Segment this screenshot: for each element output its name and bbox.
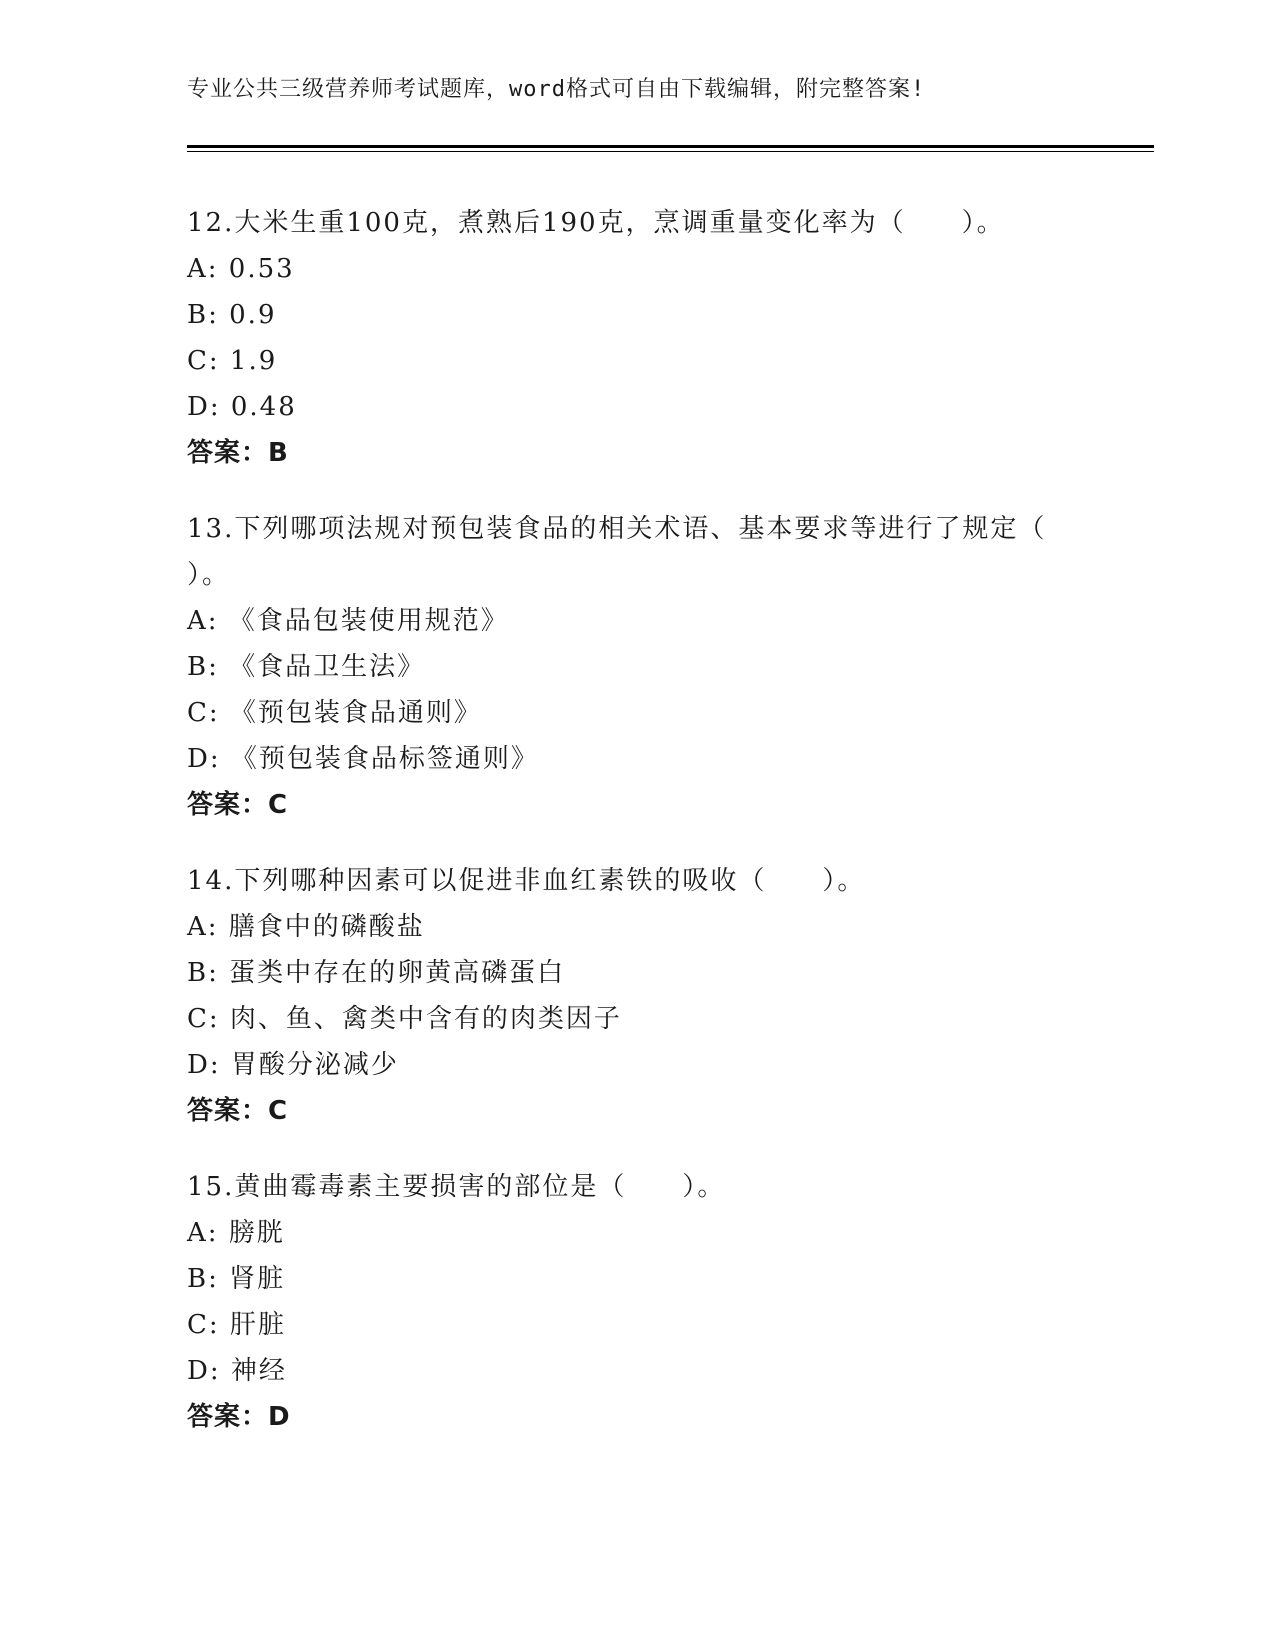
- option-d: D: 0.48: [187, 392, 297, 422]
- question-14: [187, 858, 1087, 1134]
- answer-label: 答案：D: [187, 1402, 291, 1432]
- option-d: D: 胃酸分泌减少: [187, 1050, 399, 1080]
- option-a: A: 0.53: [187, 254, 295, 284]
- answer-label: 答案：C: [187, 1096, 289, 1126]
- option-c: C: 1.9: [187, 346, 278, 376]
- question-stem-continuation: ）。: [187, 560, 231, 590]
- option-b: B: 肾脏: [187, 1264, 286, 1294]
- header-rule-thick: [187, 145, 1154, 148]
- question-13: [187, 506, 1087, 828]
- answer-label: 答案：B: [187, 438, 289, 468]
- option-a: A: 《食品包装使用规范》: [187, 606, 509, 636]
- option-b: B: 《食品卫生法》: [187, 652, 426, 682]
- option-a: A: 膳食中的磷酸盐: [187, 912, 425, 942]
- option-d: D: 神经: [187, 1356, 287, 1386]
- answer-label: 答案：C: [187, 790, 289, 820]
- question-15: [187, 1164, 1087, 1440]
- option-b: B: 蛋类中存在的卵黄高磷蛋白: [187, 958, 566, 988]
- option-a: A: 膀胱: [187, 1218, 285, 1248]
- question-list: [187, 200, 1087, 1470]
- option-d: D: 《预包装食品标签通则》: [187, 744, 539, 774]
- question-stem: 13.下列哪项法规对预包装食品的相关术语、基本要求等进行了规定（: [187, 514, 1047, 544]
- option-c: C: 肝脏: [187, 1310, 286, 1340]
- question-12: [187, 200, 1087, 476]
- question-stem: 12.大米生重100克，煮熟后190克，烹调重量变化率为（ ）。: [187, 208, 1005, 238]
- option-b: B: 0.9: [187, 300, 277, 330]
- option-c: C: 肉、鱼、禽类中含有的肉类因子: [187, 1004, 622, 1034]
- option-c: C: 《预包装食品通则》: [187, 698, 482, 728]
- question-stem: 14.下列哪种因素可以促进非血红素铁的吸收（ ）。: [187, 866, 866, 896]
- document-header: 专业公共三级营养师考试题库，word格式可自由下载编辑，附完整答案!: [187, 77, 926, 102]
- header-rule-thin: [187, 151, 1154, 152]
- question-stem: 15.黄曲霉毒素主要损害的部位是（ ）。: [187, 1172, 726, 1202]
